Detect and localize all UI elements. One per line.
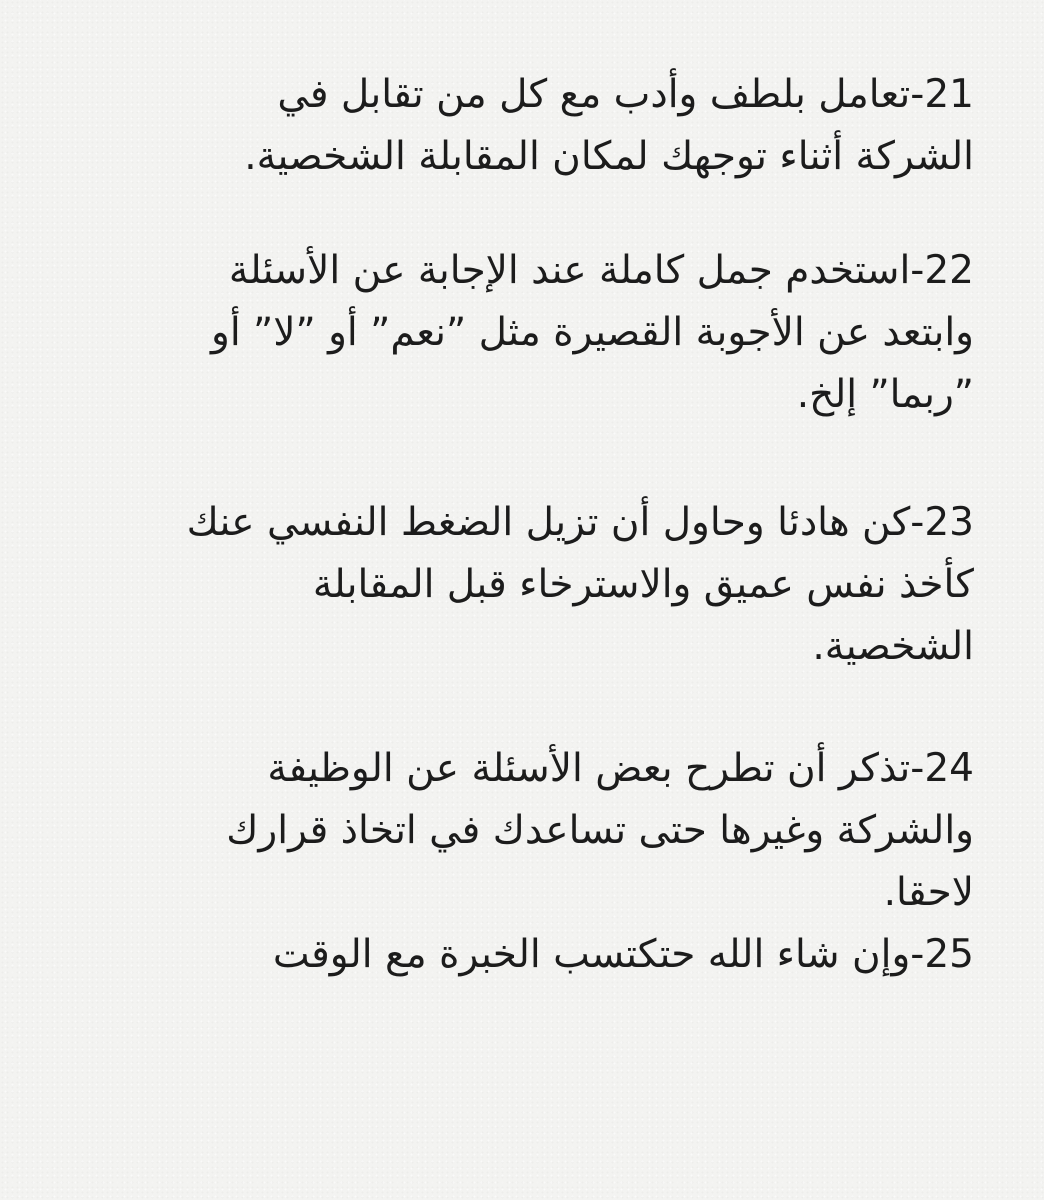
paragraph-gap [40, 678, 974, 738]
note-line: 24-تذكر أن تطرح بعض الأسئلة عن الوظيفة [267, 746, 974, 791]
note-item-24 [40, 738, 974, 924]
note-line: 23-كن هادئا وحاول أن تزيل الضغط النفسي عنك [186, 500, 974, 545]
note-body [40, 64, 974, 986]
note-line: لاحقا. [883, 870, 974, 915]
note-line: وابتعد عن الأجوبة القصيرة مثل ”نعم” أو ”لا” أو [210, 310, 974, 355]
paragraph-gap [40, 426, 974, 492]
note-line: والشركة وغيرها حتى تساعدك في اتخاذ قرارك [226, 808, 974, 853]
note-item-25 [40, 924, 974, 986]
note-line: 21-تعامل بلطف وأدب مع كل من تقابل في [277, 72, 974, 117]
note-line: الشركة أثناء توجهك لمكان المقابلة الشخصية. [244, 134, 974, 179]
note-line: 25-وإن شاء الله حتكتسب الخبرة مع الوقت [272, 932, 974, 977]
note-item-23 [40, 492, 974, 678]
note-line: ”ربما” إلخ. [796, 372, 974, 417]
note-line: كأخذ نفس عميق والاسترخاء قبل المقابلة [312, 562, 974, 607]
note-line: الشخصية. [812, 624, 974, 669]
note-item-21 [40, 64, 974, 188]
note-item-22 [40, 240, 974, 426]
note-line: 22-استخدم جمل كاملة عند الإجابة عن الأسئلة [228, 248, 974, 293]
paragraph-gap [40, 188, 974, 240]
